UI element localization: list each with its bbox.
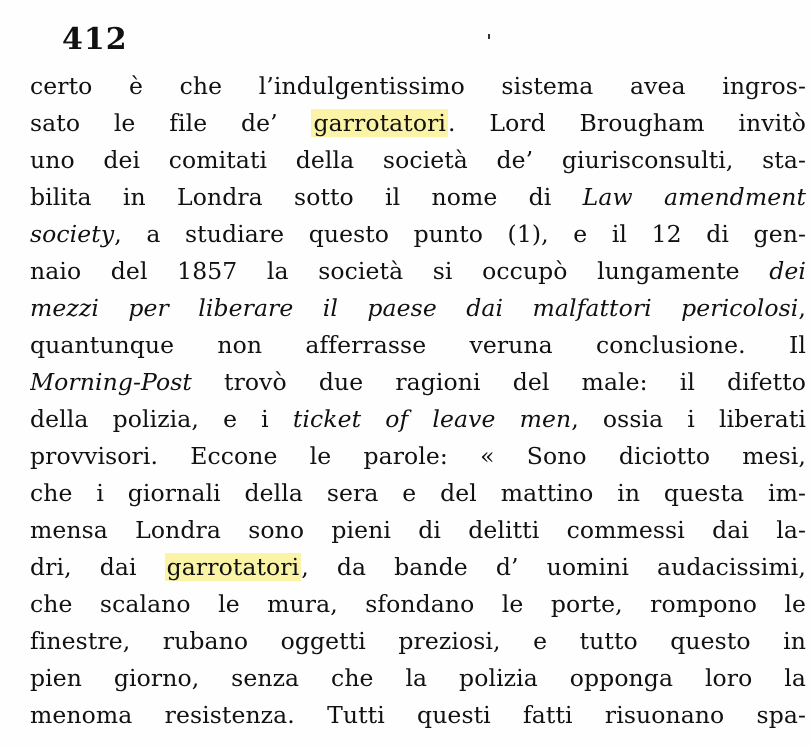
text-segment: sato le file de’	[30, 109, 312, 137]
page-number: 412	[62, 22, 128, 57]
text-segment: che i giornali della sera e del mattino in questa im-	[30, 479, 806, 507]
text-segment: provvisori. Eccone le parole: « Sono diciotto mesi,	[30, 442, 806, 470]
text-segment: , a studiare questo punto (1), e il 12 di gen-	[114, 220, 806, 248]
text-segment: che scalano le mura, sfondano le porte, rompono le	[30, 590, 806, 618]
text-segment: . Lord Brougham invitò	[448, 109, 806, 137]
text-segment: , da bande d’ uomini audacissimi,	[301, 553, 806, 581]
highlighted-term: garrotatori	[166, 553, 300, 581]
text-segment: pien giorno, senza che la polizia opponga loro la	[30, 664, 806, 692]
italic-text: dei	[769, 257, 806, 285]
italic-text: mezzi per liberare il paese dai malfattori pericolosi	[30, 294, 799, 322]
text-line	[30, 697, 806, 734]
text-segment: certo è che l’indulgentissimo sistema avea ingros-	[30, 72, 806, 100]
text-line	[30, 512, 806, 549]
text-line	[30, 68, 806, 105]
italic-text: society	[30, 220, 115, 248]
text-line	[30, 290, 806, 327]
text-segment: trovò due ragioni del male: il difetto	[191, 368, 806, 396]
text-line	[30, 438, 806, 475]
italic-text: ticket of leave men	[292, 405, 572, 433]
ink-speck	[488, 34, 490, 39]
text-line	[30, 179, 806, 216]
text-line	[30, 660, 806, 697]
text-segment: uno dei comitati della società de’ giurisconsulti, sta-	[30, 146, 806, 174]
text-segment: finestre, rubano oggetti preziosi, e tutto questo in	[30, 627, 806, 655]
text-line	[30, 216, 806, 253]
text-line	[30, 586, 806, 623]
text-line	[30, 364, 806, 401]
text-segment: dri, dai	[30, 553, 165, 581]
text-segment: naio del 1857 la società si occupò lungamente	[30, 257, 770, 285]
text-segment: menoma resistenza. Tutti questi fatti risuonano spa-	[30, 701, 806, 729]
italic-text: Law amendment	[582, 183, 806, 211]
text-line	[30, 623, 806, 660]
italic-text: Morning-Post	[30, 368, 192, 396]
text-segment: mensa Londra sono pieni di delitti commessi dai la-	[30, 516, 806, 544]
text-line	[30, 327, 806, 364]
text-segment: quantunque non afferrasse veruna conclusione. Il	[30, 331, 806, 359]
text-line	[30, 475, 806, 512]
text-line	[30, 401, 806, 438]
text-line	[30, 142, 806, 179]
text-segment: della polizia, e i	[30, 405, 293, 433]
text-segment: ,	[798, 294, 806, 322]
text-line	[30, 105, 806, 142]
text-segment: bilita in Londra sotto il nome di	[30, 183, 583, 211]
text-line	[30, 549, 806, 586]
body-text	[30, 68, 806, 734]
text-line	[30, 253, 806, 290]
text-segment: , ossia i liberati	[571, 405, 806, 433]
highlighted-term: garrotatori	[313, 109, 447, 137]
